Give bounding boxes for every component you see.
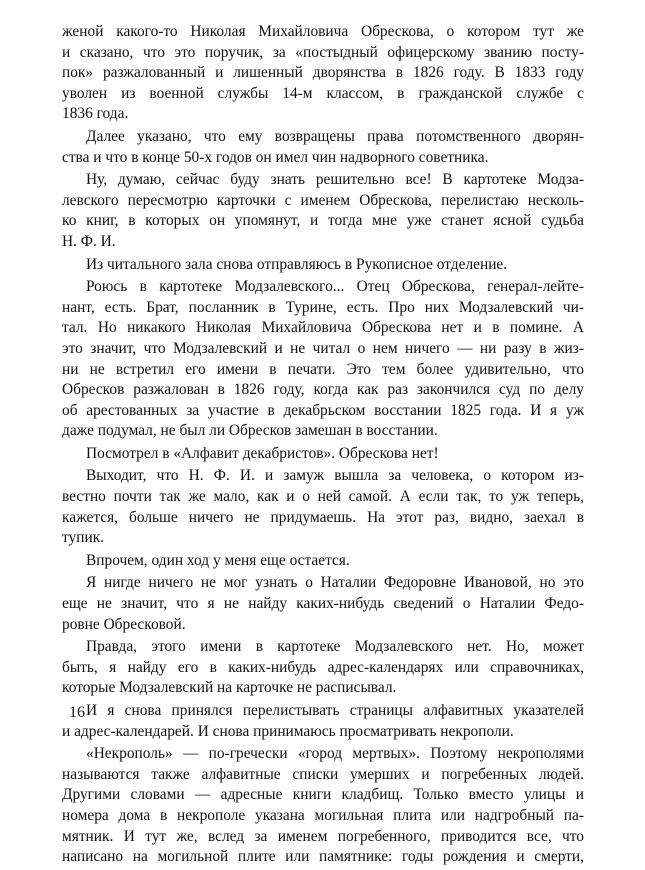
text-line: Посмотрел в «Алфавит декабристов». Обрескова нет! [86, 444, 439, 462]
text-line: Впрочем, один ход у меня еще остается. [86, 551, 350, 569]
text-line: еще не значит, что я не найду каких-нибудь сведений о Наталии Федо- [62, 595, 584, 613]
text-line: Правда, этого имени в картотеке Модзалевского нет. Но, может [86, 638, 584, 656]
text-line: которые Модзалевский на карточке не расписывал. [62, 679, 397, 697]
text-line: называются также алфавитные списки умерших и погребенных людей. [62, 765, 584, 783]
text-line: «Некрополь» — по-гречески «город мертвых». Поэтому некрополями [86, 745, 584, 763]
paragraph [62, 277, 584, 442]
text-line: и сказано, что это поручик, за «постыдный офицерскому званию посту- [62, 43, 584, 61]
text-line: вестно почти так же мало, как и о ней самой. А если так, то уж теперь, [62, 488, 584, 506]
text-line: Обресков разжалован в 1826 году, когда как раз закончился суд по делу [62, 381, 584, 399]
text-line: об арестованных за участие в декабрьском восстании 1825 года. И я уж [62, 401, 584, 419]
text-line: кажется, больше ничего не придумаешь. На этот раз, видно, заехал в [62, 508, 584, 526]
text-line: И я снова принялся перелистывать страницы алфавитных указателей [86, 702, 584, 719]
paragraph [62, 701, 584, 742]
text-line: ко книг, в которых он упомянут, и тогда мне уже станет ясной судьба [62, 212, 584, 230]
paragraph [62, 573, 584, 635]
paragraph [62, 744, 584, 868]
text-line: Н. Ф. И. [62, 232, 116, 250]
text-line: левского пересмотрю карточки с именем Обрескова, перелистаю несколь- [62, 191, 584, 209]
paragraph [62, 466, 584, 548]
text-line: тал. Но никакого Николая Михайловича Обрескова нет и в помине. А [62, 319, 584, 337]
text-line: и адрес-календарей. И снова принимаюсь просматривать некрополи. [62, 722, 514, 740]
paragraph [62, 22, 584, 125]
text-line: уволен из военной службы 14-м классом, в гражданской службе с [62, 84, 584, 102]
paragraph [62, 637, 584, 699]
text-line: Выходит, что Н. Ф. И. и замуж вышла за человека, о котором из- [86, 467, 584, 485]
text-line: мятник. И тут же, вслед за именем погребенного, приводится все, что [62, 827, 584, 845]
paragraph [62, 551, 584, 572]
text-line: тупик. [62, 529, 105, 547]
text-line: номера дома в некрополе указана могильная плита или надгробный па- [62, 806, 584, 824]
paragraph [62, 255, 584, 276]
text-line: женой какого-то Николая Михайловича Обрескова, о котором тут же [62, 23, 584, 40]
text-line: нант, есть. Брат, посланник в Турине, есть. Про них Модзалевский чи- [62, 298, 584, 316]
text-line: Из читального зала снова отправляюсь в Рукописное отделение. [86, 255, 508, 273]
text-line: ровне Обресковой. [62, 615, 186, 633]
paragraph [62, 127, 584, 168]
text-line: написано на могильной плите или памятнике: годы рождения и смерти, [62, 848, 584, 866]
text-line: быть, я найду его в каких-нибудь адрес-календарях или справочниках, [62, 658, 584, 676]
text-line: пок» разжалованный и лишенный дворянства в 1826 году. В 1833 году [62, 64, 584, 82]
page-number: 16 [69, 704, 85, 721]
text-line: ни не встретил его имени в печати. Это тем более удивительно, что [62, 360, 584, 378]
text-line: Я нигде ничего не мог узнать о Наталии Федоровне Ивановой, но это [86, 574, 584, 592]
paragraph [62, 170, 584, 252]
text-line: Далее указано, что ему возвращены права потомственного дворян- [86, 127, 584, 145]
text-line: это значит, что Модзалевский и не читал о нем ничего — ни разу в жиз- [62, 339, 584, 357]
text-line: ства и что в конце 50-х годов он имел чин надворного советника. [62, 148, 489, 166]
body-text [62, 22, 584, 870]
text-line: даже подумал, не был ли Обресков замешан в восстании. [62, 422, 438, 440]
text-line: Роюсь в картотеке Модзалевского... Отец Обрескова, генерал-лейте- [86, 278, 584, 296]
text-line: Ну, думаю, сейчас буду знать решительно все! В картотеке Модза- [86, 171, 584, 189]
paragraph [62, 444, 584, 465]
text-line: 1836 года. [62, 105, 129, 123]
text-line: Другими словами — адресные книги кладбищ. Только вместо улицы и [62, 786, 584, 804]
